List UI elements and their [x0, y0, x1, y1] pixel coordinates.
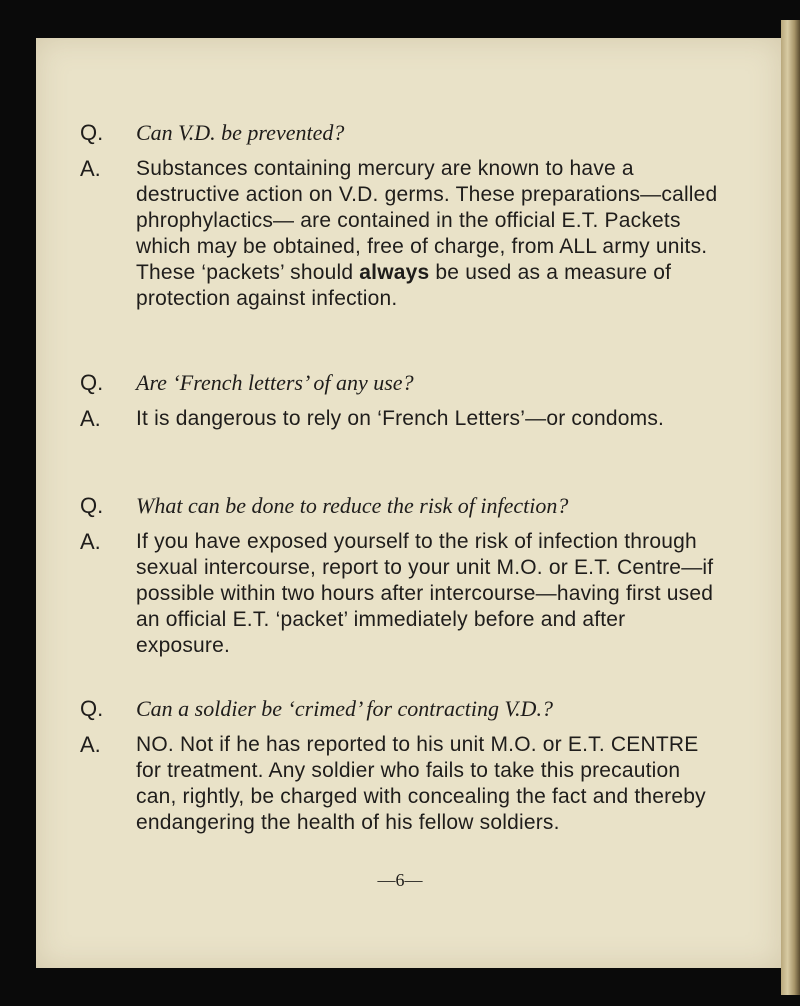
qa-item-2 [80, 370, 720, 432]
answer-marker: A. [80, 156, 101, 181]
question-row [80, 120, 720, 146]
question-text: Can a soldier be ‘crimed’ for contracting V.D.? [136, 696, 553, 721]
answer-marker: A. [80, 732, 101, 757]
answer-text: It is dangerous to rely on ‘French Letters’—or condoms. [136, 407, 665, 430]
question-text: Can V.D. be prevented? [136, 120, 345, 145]
answer-marker: A. [80, 529, 101, 554]
question-row [80, 696, 720, 722]
answer-emphasis: always [359, 261, 430, 284]
question-marker: Q. [80, 696, 104, 721]
answer-text-part: be used as a measure of protection against infection. [136, 261, 672, 310]
booklet-spine [781, 20, 800, 995]
question-text: What can be done to reduce the risk of infection? [136, 493, 569, 518]
question-text: Are ‘French letters’ of any use? [136, 370, 414, 395]
qa-item-3 [80, 493, 720, 659]
answer-row [80, 529, 720, 659]
answer-marker: A. [80, 406, 101, 431]
answer-text: If you have exposed yourself to the risk of infection through sexual intercourse, report to your unit M.O. or E.T. Centre—if possible within two hours after intercourse—having first used an official E.T. ‘packet’ immediately before and after exposure. [136, 530, 714, 657]
answer-row [80, 406, 720, 432]
question-marker: Q. [80, 493, 104, 518]
question-row [80, 370, 720, 396]
answer-text-part: Substances containing mercury are known to have a destructive action on V.D. germs. These preparations—called phrophylactics— are contained in the official E.T. Packets which may be obtained, free of charge, from ALL army units. These ‘packets’ should [136, 157, 718, 284]
answer-row [80, 732, 720, 836]
qa-item-1 [80, 120, 720, 312]
question-row [80, 493, 720, 519]
page-number: —6— [377, 870, 423, 890]
question-marker: Q. [80, 120, 104, 145]
answer-row [80, 156, 720, 312]
qa-item-4 [80, 696, 720, 836]
answer-text [136, 156, 720, 312]
question-marker: Q. [80, 370, 104, 395]
answer-text: NO. Not if he has reported to his unit M.O. or E.T. CENTRE for treatment. Any soldier who fails to take this precaution can, rightly, be charged with concealing the fact and thereby endangering the health of his fellow soldiers. [136, 733, 706, 834]
